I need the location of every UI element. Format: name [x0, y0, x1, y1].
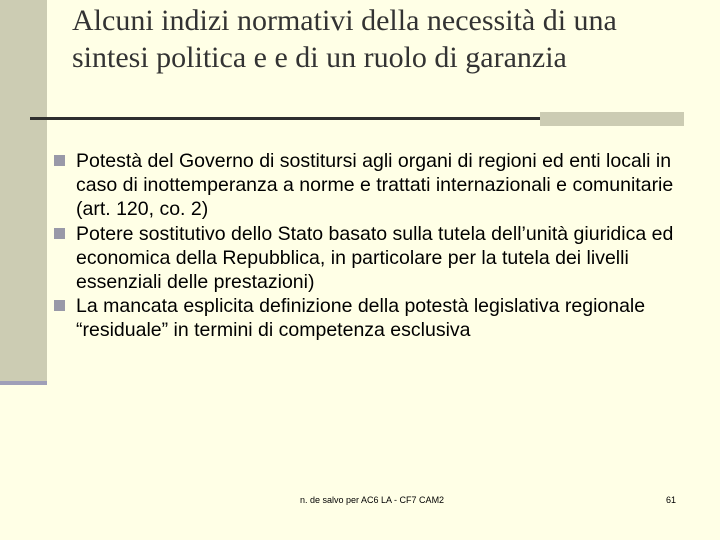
square-bullet-icon	[54, 155, 65, 166]
bullet-text: Potestà del Governo di sostitursi agli organi di regioni ed enti locali in caso di inottemperanza a norme e trattati internazionali e comunitarie (art. 120, co. 2)	[76, 150, 674, 221]
left-decorative-bar	[0, 0, 47, 381]
square-bullet-icon	[54, 300, 65, 311]
bullet-item	[52, 294, 702, 342]
slide-title: Alcuni indizi normativi della necessità di una sintesi politica e e di un ruolo di garanzia	[72, 4, 617, 74]
left-bar-bottom-accent	[0, 381, 47, 385]
bullet-text: Potere sostitutivo dello Stato basato sulla tutela dell’unità giuridica ed economica della Repubblica, in particolare per la tutela dei livelli essenziali delle prestazioni)	[76, 222, 674, 294]
page-number: 61	[666, 495, 677, 505]
bullet-item	[52, 149, 702, 222]
slide-footer: n. de salvo per AC6 LA - CF7 CAM2	[300, 495, 445, 505]
square-bullet-icon	[54, 228, 65, 239]
bullet-list	[52, 149, 702, 343]
bullet-item	[52, 222, 702, 295]
title-divider-accent	[540, 112, 684, 126]
bullet-text: La mancata esplicita definizione della potestà legislativa regionale “residuale” in termini di competenza esclusiva	[76, 295, 646, 342]
